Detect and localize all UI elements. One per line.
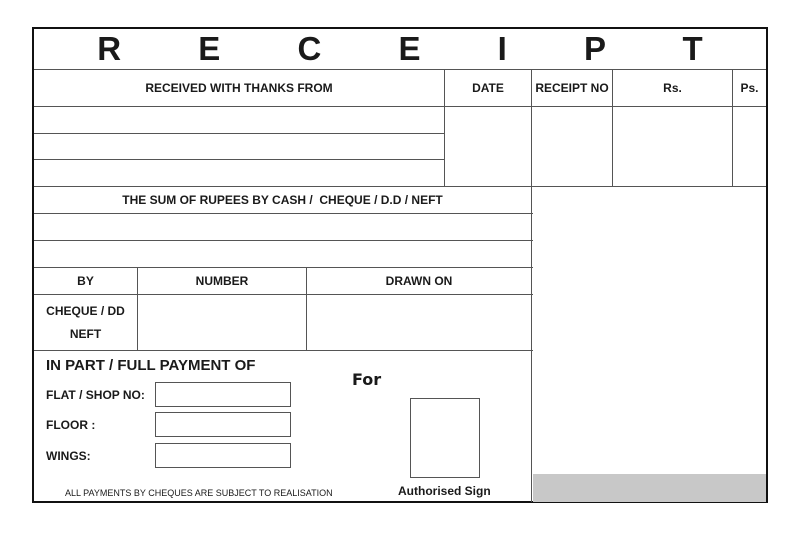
sum-of-rupees-label: THE SUM OF RUPEES BY CASH / CHEQUE / D.D / NEFT <box>122 193 443 207</box>
divider <box>531 69 532 502</box>
realisation-footnote: ALL PAYMENTS BY CHEQUES ARE SUBJECT TO REALISATION <box>65 488 333 498</box>
payment-heading: IN PART / FULL PAYMENT OF <box>46 357 256 374</box>
by-label: BY <box>77 274 94 288</box>
receipt-title: R E C E I P T <box>97 30 737 67</box>
rs-label: Rs. <box>663 81 682 95</box>
divider <box>34 133 445 134</box>
floor-label: FLOOR : <box>46 418 96 432</box>
divider <box>34 159 445 160</box>
flat-shop-field[interactable] <box>155 382 291 407</box>
wings-label: WINGS: <box>46 449 91 463</box>
for-label: For <box>352 370 382 389</box>
divider <box>34 294 533 295</box>
divider <box>34 240 533 241</box>
number-label: NUMBER <box>195 274 249 288</box>
divider <box>34 106 766 107</box>
grey-footer-band <box>533 474 766 502</box>
drawn-on-label: DRAWN ON <box>385 274 453 288</box>
neft-label: NEFT <box>69 327 102 341</box>
receipt-no-label: RECEIPT NO <box>535 81 609 95</box>
date-label: DATE <box>472 81 504 95</box>
floor-field[interactable] <box>155 412 291 437</box>
received-from-label: RECEIVED WITH THANKS FROM <box>145 81 333 95</box>
divider <box>34 350 533 351</box>
flat-shop-label: FLAT / SHOP NO: <box>46 388 145 402</box>
ps-label: Ps. <box>740 81 759 95</box>
authorised-sign-label: Authorised Sign <box>398 484 491 498</box>
wings-field[interactable] <box>155 443 291 468</box>
divider <box>34 213 533 214</box>
cheque-dd-label: CHEQUE / DD <box>46 304 125 318</box>
signature-box[interactable] <box>410 398 480 478</box>
